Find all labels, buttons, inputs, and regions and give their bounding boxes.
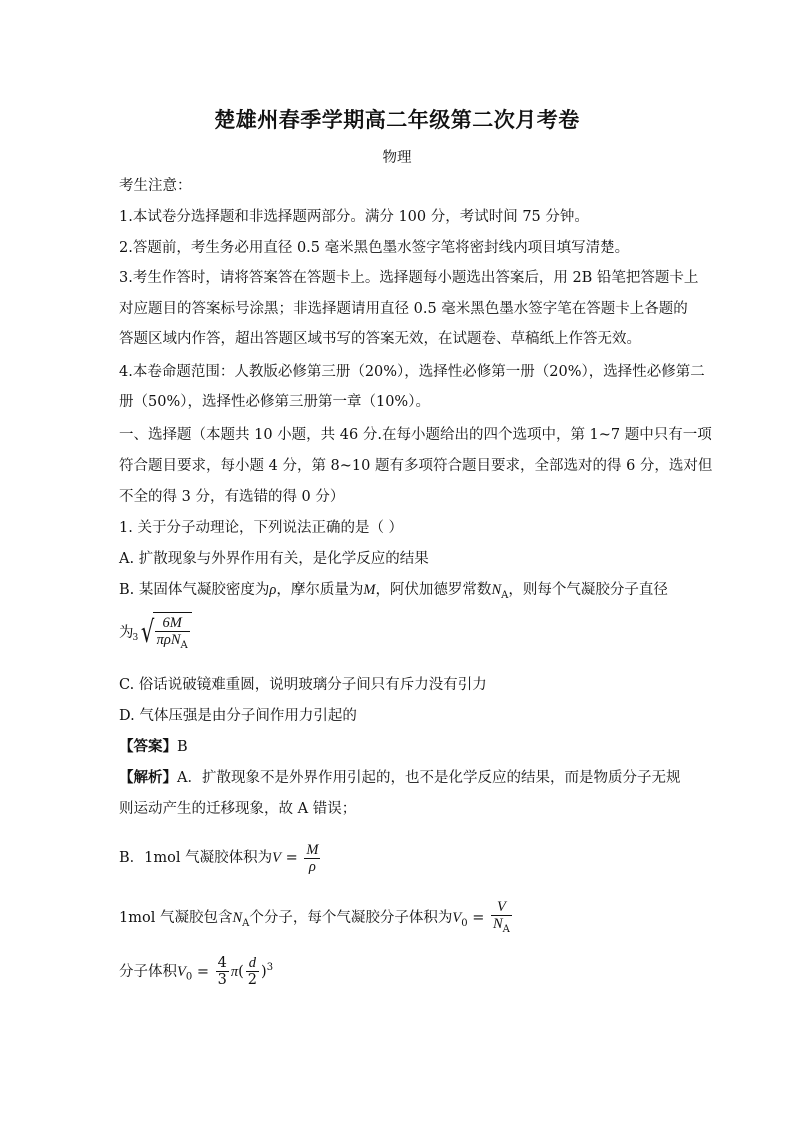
notice-line-1: 1.本试卷分选择题和非选择题两部分。满分 100 分，考试时间 75 分钟。 <box>119 209 589 225</box>
option-b-text-3: ，阿伏加德罗常数 <box>375 582 492 598</box>
notice-heading: 考生注意： <box>119 178 192 194</box>
v0-subscript: 0 <box>461 917 468 929</box>
pi-symbol: π <box>230 963 239 980</box>
subject-label: 物理 <box>382 150 412 166</box>
half-d-den: 2 <box>247 972 258 989</box>
half-d-fraction <box>246 955 259 988</box>
molecule-fraction-den <box>491 916 512 938</box>
radical-sign-icon: √ <box>140 615 154 650</box>
radicand-denominator <box>155 632 190 654</box>
option-d: D. 气体压强是由分子间作用力引起的 <box>119 708 357 724</box>
radicand-numerator: 6M <box>155 615 190 632</box>
volume-fraction-den: ρ <box>308 858 316 875</box>
equals-sign-2: = <box>467 910 489 926</box>
option-b <box>119 580 679 606</box>
analysis-a-text-1: A．扩散现象不是外界作用引起的，也不是化学反应的结果，而是物质分子无规 <box>177 770 681 786</box>
open-paren: ( <box>238 963 244 980</box>
notice-line-3b: 对应题目的答案标号涂黑；非选择题请用直径 0.5 毫米黑色墨水签字笔在答题卡上各题的 <box>119 301 688 317</box>
radicand <box>153 612 192 654</box>
analysis-b-text: B．1mol 气凝胶体积为 <box>119 850 273 866</box>
half-d-num: d <box>246 955 259 972</box>
notice-line-4a: 4.本卷命题范围：人教版必修第三册（20%），选择性必修第一册（20%），选择性必修第二 <box>119 364 705 380</box>
volume-symbol: V <box>272 850 281 866</box>
notice-line-3a: 3.考生作答时，请将答案答在答题卡上。选择题每小题选出答案后，用 2B 铅笔把答题卡上 <box>119 270 699 286</box>
v0-subscript-2: 0 <box>185 971 193 983</box>
notice-line-3c: 答题区域内作答，超出答题区域书写的答案无效，在试题卷、草稿纸上作答无效。 <box>119 331 641 347</box>
avogadro-subscript: A <box>501 589 509 601</box>
section-line-3: 不全的得 3 分，有选错的得 0 分） <box>119 489 345 505</box>
option-b-cont: 为 <box>119 625 134 641</box>
cube-root <box>134 612 192 654</box>
section-line-2: 符合题目要求，每小题 4 分，第 8~10 题有多项符合题目要求，全部选对的得 6 分，选对但 <box>119 458 713 474</box>
notice-line-4b: 册（50%），选择性必修第三册第一章（10%）。 <box>119 394 430 410</box>
analysis-line-1 <box>119 768 679 788</box>
close-paren: ) <box>261 963 267 980</box>
exam-title: 楚雄州春季学期高二年级第二次月考卷 <box>214 107 580 132</box>
analysis-line-2: 则运动产生的迁移现象，故 A 错误； <box>119 801 357 817</box>
analysis-volume-line <box>119 948 679 988</box>
option-b-text-1: B. 某固体气凝胶密度为 <box>119 582 270 598</box>
volume-text: 分子体积 <box>119 963 177 980</box>
volume-fraction <box>304 842 320 875</box>
equals-sign-3: = <box>192 963 214 980</box>
avogadro-symbol-2: N <box>232 910 243 926</box>
molecule-den-symbol: N <box>492 915 503 932</box>
question-1-stem: 1. 关于分子动理论，下列说法正确的是（ ） <box>119 520 404 536</box>
option-b-formula-line <box>119 612 679 656</box>
section-line-1: 一、选择题（本题共 10 小题，共 46 分.在每小题给出的四个选项中，第 1~7 题中只有一项 <box>119 427 712 443</box>
molar-mass-symbol: M <box>363 582 376 598</box>
cube-exponent: 3 <box>266 962 274 973</box>
v0-symbol-2: V <box>177 963 186 980</box>
four-thirds-den: 3 <box>217 972 227 989</box>
molecule-fraction <box>491 899 512 938</box>
four-thirds-num: 4 <box>217 955 227 972</box>
answer-value: B <box>177 739 188 755</box>
four-thirds-fraction <box>216 955 229 988</box>
denominator-subscript: A <box>180 639 188 651</box>
analysis-molecule-line <box>119 898 679 938</box>
option-b-text-4: ，则每个气凝胶分子直径 <box>508 582 668 598</box>
notice-line-2: 2.答题前，考生务必用直径 0.5 毫米黑色墨水签字笔将密封线内项目填写清楚。 <box>119 240 630 256</box>
v0-symbol: V <box>452 910 462 926</box>
molecule-den-subscript: A <box>502 923 510 935</box>
answer-label: 【答案】 <box>119 738 177 755</box>
equals-sign: = <box>280 850 303 866</box>
root-index: 3 <box>132 633 139 643</box>
volume-fraction-num: M <box>306 841 319 858</box>
option-b-text-2: ，摩尔质量为 <box>276 582 364 598</box>
avogadro-subscript-2: A <box>242 917 250 929</box>
molecule-fraction-num: V <box>491 899 512 916</box>
analysis-b-line <box>119 838 679 878</box>
radicand-fraction <box>155 615 190 654</box>
molecule-text-2: 个分子，每个气凝胶分子体积为 <box>249 910 453 926</box>
rho-symbol: ρ <box>269 582 277 598</box>
answer-line <box>119 737 679 757</box>
molecule-text-1: 1mol 气凝胶包含 <box>119 910 233 926</box>
option-a: A. 扩散现象与外界作用有关，是化学反应的结果 <box>119 551 429 567</box>
option-c: C. 俗话说破镜难重圆，说明玻璃分子间只有斥力没有引力 <box>119 677 487 693</box>
avogadro-symbol: N <box>491 582 502 598</box>
analysis-label: 【解析】 <box>119 769 177 786</box>
denominator-symbols: πρN <box>156 631 181 648</box>
